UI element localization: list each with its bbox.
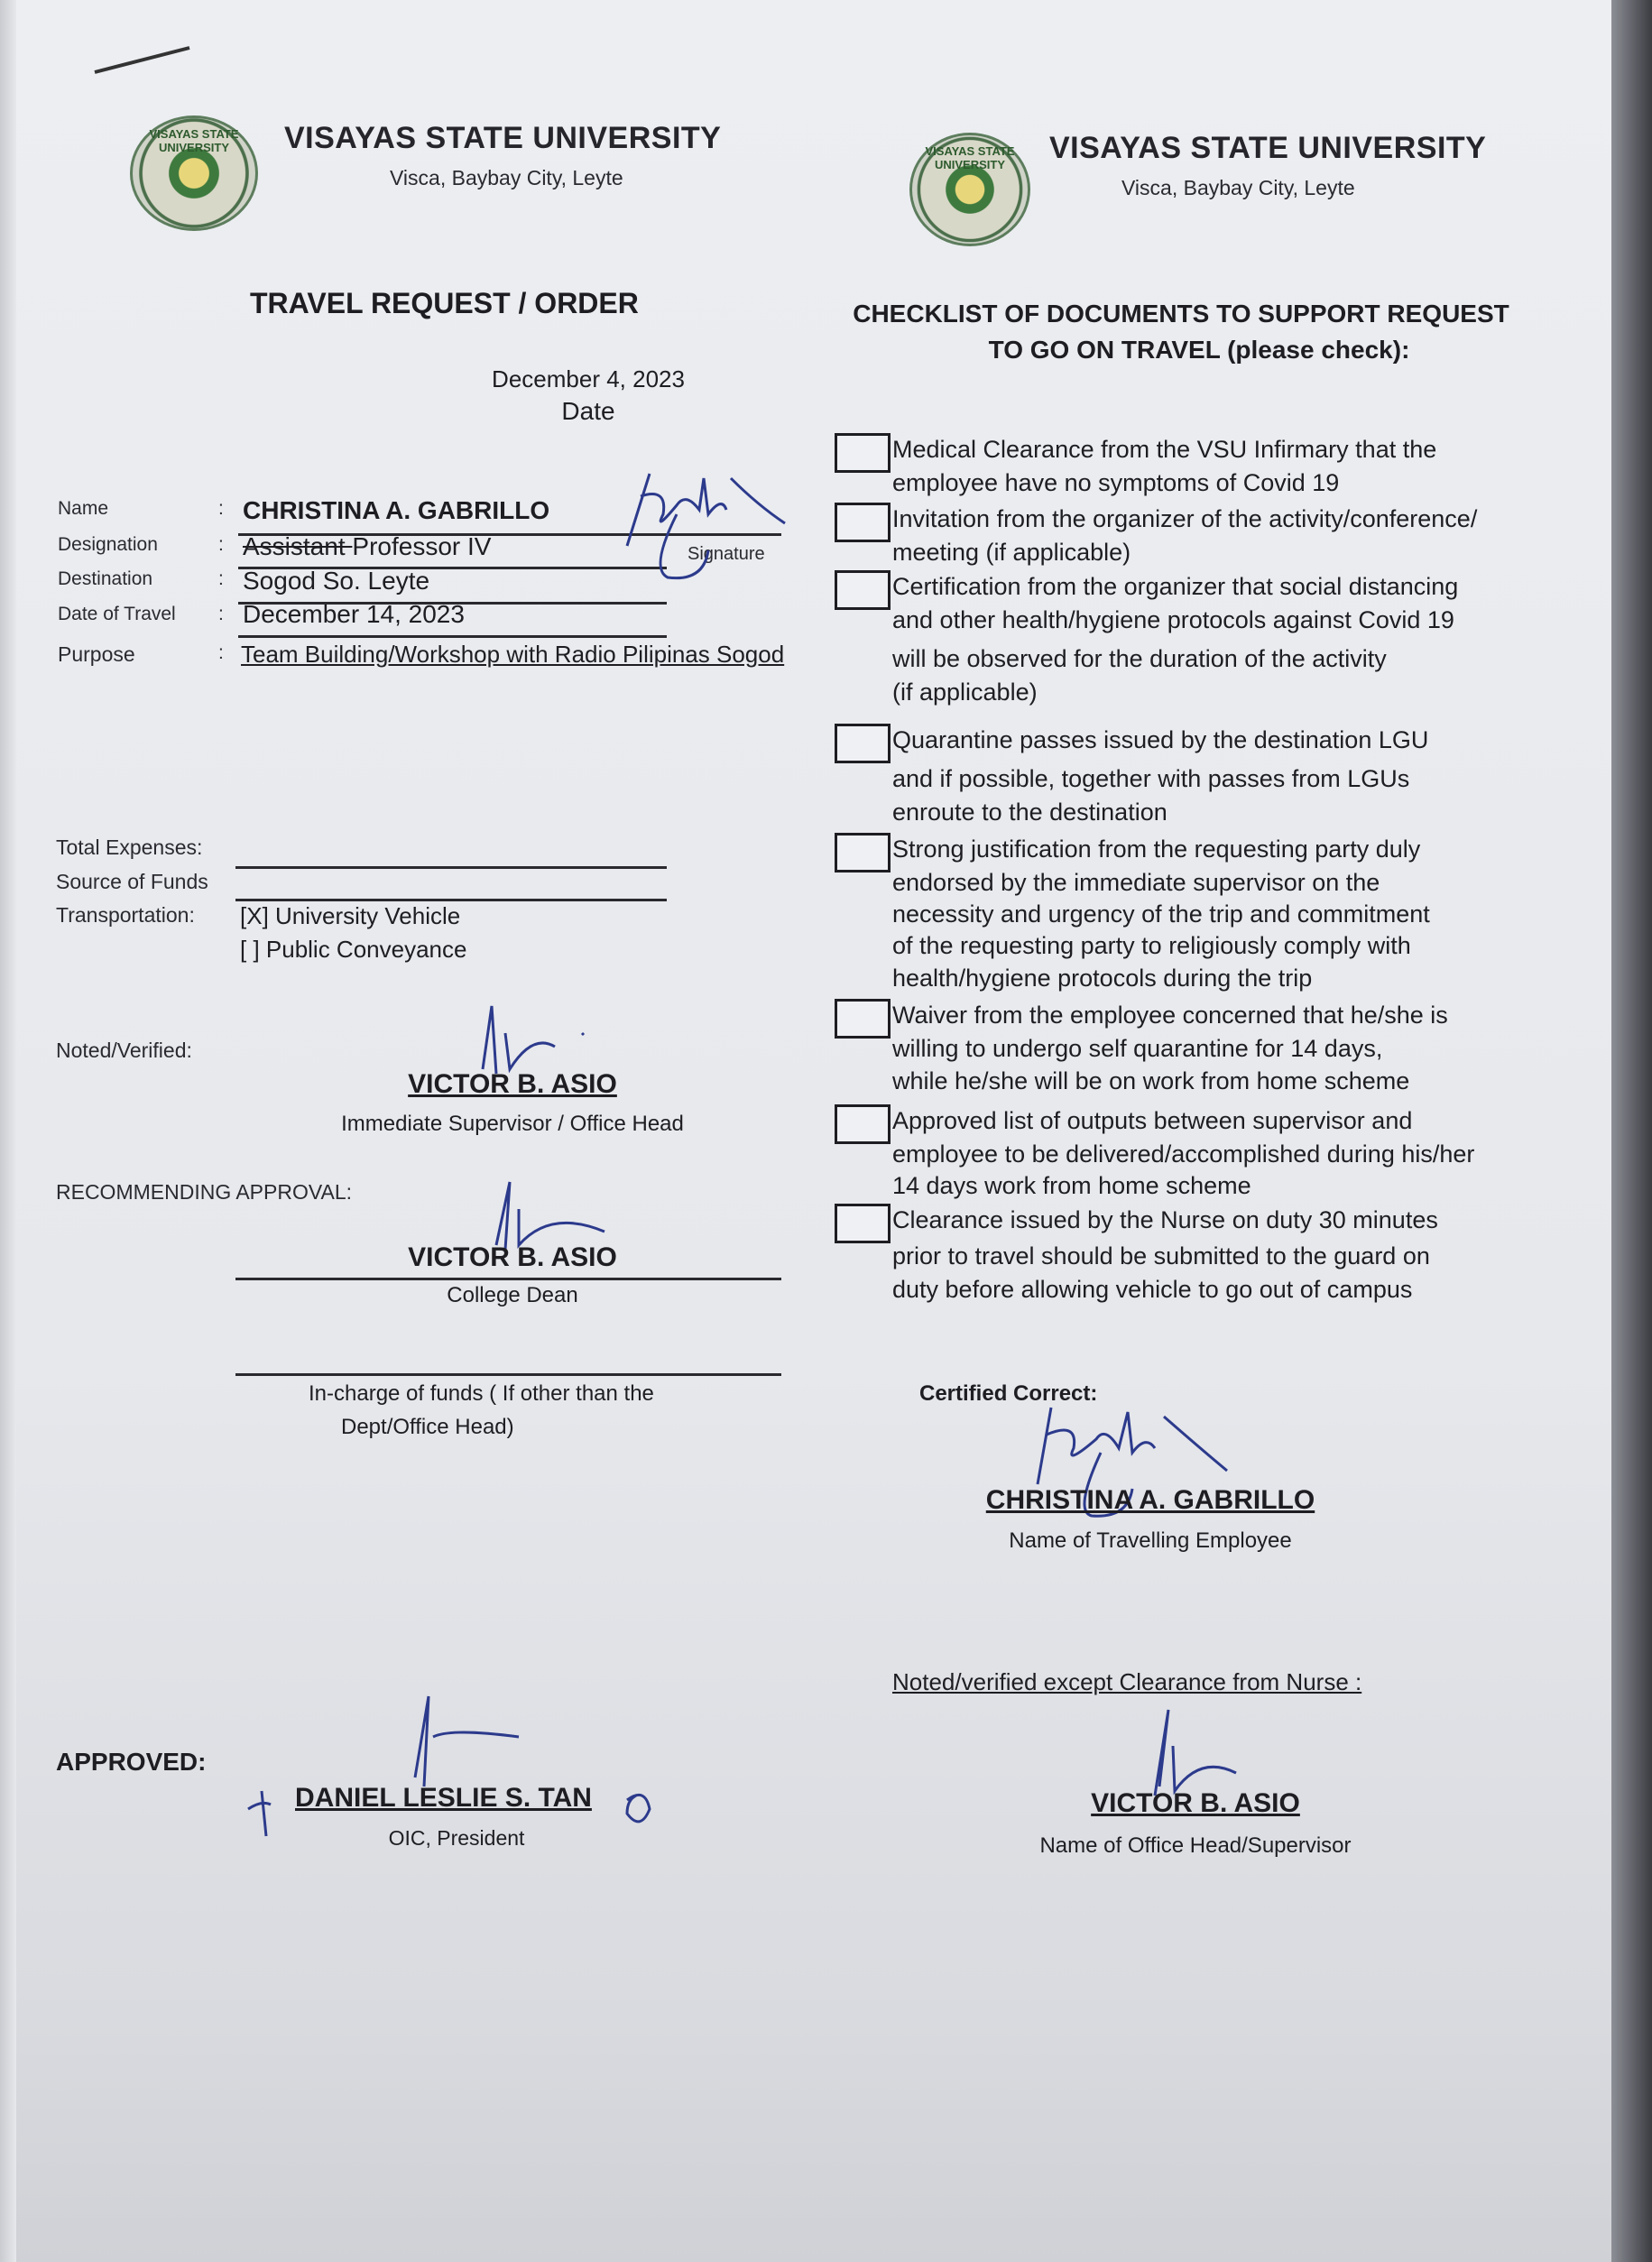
checklist-title-1: CHECKLIST OF DOCUMENTS TO SUPPORT REQUEST	[853, 300, 1509, 328]
purpose-label: Purpose	[58, 642, 135, 666]
checklist-item-text: and if possible, together with passes from LGUs	[892, 765, 1410, 792]
checklist-checkbox[interactable]	[835, 570, 891, 610]
checklist-checkbox[interactable]	[835, 724, 891, 763]
colon: :	[218, 568, 224, 589]
checklist-checkbox[interactable]	[835, 1204, 891, 1243]
checklist-item-text: Clearance issued by the Nurse on duty 30 minutes	[892, 1206, 1438, 1233]
date-label: Date	[561, 397, 615, 425]
approved-label: APPROVED:	[56, 1748, 207, 1776]
checklist-checkbox[interactable]	[835, 433, 891, 473]
checklist-item-text: and other health/hygiene protocols against Covid 19	[892, 606, 1454, 633]
certified-correct-label: Certified Correct:	[919, 1381, 1098, 1406]
checklist-item-text: Strong justification from the requesting party duly	[892, 836, 1421, 863]
university-seal-left	[130, 115, 258, 231]
employee-signature	[614, 460, 794, 586]
date-of-travel-value: December 14, 2023	[243, 600, 465, 628]
source-of-funds-label: Source of Funds	[56, 870, 208, 893]
noted-signature	[469, 997, 595, 1078]
colon: :	[218, 604, 224, 624]
designation-value: Professor IV	[352, 532, 492, 560]
date-of-travel-underline	[238, 635, 667, 638]
name-value: CHRISTINA A. GABRILLO	[243, 496, 550, 524]
checklist-item-text: Certification from the organizer that social distancing	[892, 573, 1459, 600]
checklist-item-text: employee have no symptoms of Covid 19	[892, 469, 1340, 496]
transport-public-conveyance: [ ] Public Conveyance	[240, 936, 467, 963]
recommending-underline	[235, 1278, 781, 1280]
certified-employee-title: Name of Travelling Employee	[1009, 1528, 1292, 1553]
checklist-checkbox[interactable]	[835, 1104, 891, 1144]
colon: :	[218, 498, 224, 519]
name-label: Name	[58, 498, 109, 519]
checklist-item-text: willing to undergo self quarantine for 14 days,	[892, 1035, 1383, 1062]
seal-text: VISAYAS STATE UNIVERSITY	[149, 126, 239, 154]
checklist-item-text: employee to be delivered/accomplished during his/her	[892, 1140, 1475, 1168]
checklist-item-text: Waiver from the employee concerned that he/she is	[892, 1002, 1448, 1029]
university-address-left: Visca, Baybay City, Leyte	[390, 166, 623, 189]
checklist-item-text: 14 days work from home scheme	[892, 1172, 1251, 1199]
transport-university-vehicle: [X] University Vehicle	[240, 902, 461, 929]
funds-in-charge-signature-line	[235, 1373, 781, 1376]
checklist-item-text: meeting (if applicable)	[892, 539, 1131, 566]
source-of-funds-field	[235, 899, 667, 901]
checklist-item-text: health/hygiene protocols during the trip	[892, 965, 1313, 992]
checklist-checkbox[interactable]	[835, 833, 891, 872]
university-name-right: VISAYAS STATE UNIVERSITY	[1049, 131, 1487, 165]
approved-name: DANIEL LESLIE S. TAN	[295, 1783, 592, 1813]
pen-mark	[90, 41, 198, 77]
designation-struck: Assistant	[243, 532, 353, 560]
signature-label: Signature	[688, 544, 765, 564]
total-expenses-field	[235, 866, 667, 869]
checklist-item-text: prior to travel should be submitted to the guard on	[892, 1242, 1430, 1269]
checklist-item-text: Invitation from the organizer of the activity/conference/	[892, 505, 1478, 532]
approved-title: OIC, President	[388, 1826, 525, 1850]
seal-text: VISAYAS STATE UNIVERSITY	[925, 143, 1015, 171]
funds-in-charge-label-2: Dept/Office Head)	[341, 1415, 514, 1439]
total-expenses-label: Total Expenses:	[56, 836, 203, 859]
checklist-item-text: Approved list of outputs between supervisor and	[892, 1107, 1413, 1134]
certified-employee-name: CHRISTINA A. GABRILLO	[985, 1485, 1315, 1515]
date-of-travel-label: Date of Travel	[58, 604, 176, 624]
checklist-item-text: enroute to the destination	[892, 799, 1167, 826]
purpose-value: Team Building/Workshop with Radio Pilipinas Sogod	[241, 641, 785, 668]
checklist-checkbox[interactable]	[835, 999, 891, 1039]
noted-by-name: VICTOR B. ASIO	[408, 1069, 617, 1099]
university-address-right: Visca, Baybay City, Leyte	[1121, 176, 1355, 199]
approved-signature	[244, 1687, 677, 1850]
checklist-checkbox[interactable]	[835, 503, 891, 542]
colon: :	[218, 642, 224, 663]
destination-value: Sogod So. Leyte	[243, 567, 430, 595]
university-name-left: VISAYAS STATE UNIVERSITY	[284, 121, 722, 155]
funds-in-charge-label-1: In-charge of funds ( If other than the	[309, 1381, 654, 1406]
checklist-item-text: will be observed for the duration of the activity	[892, 645, 1387, 672]
transportation-label: Transportation:	[56, 903, 195, 927]
background-right-edge	[1611, 0, 1652, 2262]
supervisor-signature	[1137, 1701, 1272, 1800]
checklist-item-text: of the requesting party to religiously comply with	[892, 932, 1411, 959]
checklist-item-text: while he/she will be on work from home scheme	[892, 1067, 1410, 1094]
checklist-item-text: endorsed by the immediate supervisor on the	[892, 869, 1380, 896]
checklist-item-text: Quarantine passes issued by the destination LGU	[892, 726, 1429, 753]
checklist-item-text: Medical Clearance from the VSU Infirmary that the	[892, 436, 1437, 463]
university-seal-right	[909, 133, 1030, 246]
paper-left-edge	[0, 0, 16, 2262]
recommending-name: VICTOR B. ASIO	[408, 1242, 617, 1272]
checklist-item-text: necessity and urgency of the trip and commitment	[892, 900, 1430, 928]
form-title: TRAVEL REQUEST / ORDER	[250, 287, 639, 319]
request-date: December 4, 2023	[492, 365, 685, 392]
supervisor-name: VICTOR B. ASIO	[1091, 1788, 1300, 1818]
recommending-approval-label: RECOMMENDING APPROVAL:	[56, 1180, 353, 1204]
designation-label: Designation	[58, 534, 158, 555]
noted-verified-label: Noted/Verified:	[56, 1039, 192, 1062]
checklist-item-text: (if applicable)	[892, 679, 1038, 706]
destination-label: Destination	[58, 568, 153, 589]
colon: :	[218, 534, 224, 555]
checklist-title-2: TO GO ON TRAVEL (please check):	[988, 336, 1410, 364]
noted-except-nurse: Noted/verified except Clearance from Nurse :	[892, 1668, 1362, 1695]
noted-by-title: Immediate Supervisor / Office Head	[341, 1112, 684, 1136]
supervisor-title: Name of Office Head/Supervisor	[1039, 1833, 1352, 1858]
recommending-title: College Dean	[447, 1283, 578, 1307]
checklist-item-text: duty before allowing vehicle to go out of campus	[892, 1276, 1413, 1303]
